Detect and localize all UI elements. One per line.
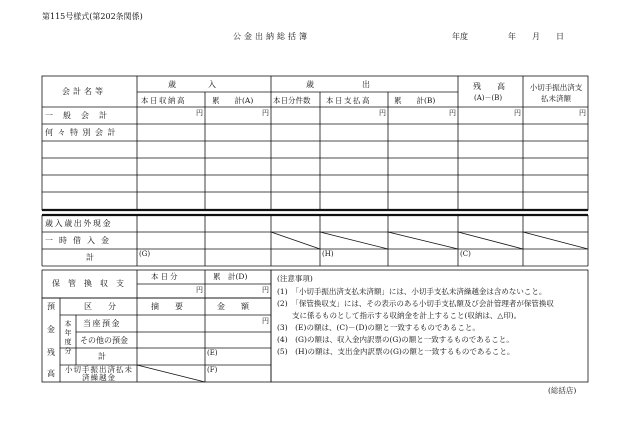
row-current-deposit: 当座預金: [83, 319, 121, 328]
mark-e: (E): [207, 349, 218, 357]
note-line: (1) 「小切手振出済支払未済額」には、小切手支払未済繰越金は含めないこと。: [277, 287, 547, 296]
row-other-deposit: その他の預金: [80, 336, 128, 345]
note-line: (2) 「保管換収支」には、その表示のある小切手支払額及び会計管理者が保管換収: [277, 299, 554, 308]
yen-mark: 円: [379, 109, 386, 117]
sub-today-receipts: 本日収納高: [141, 96, 186, 105]
sub-cumulative-a: 累 計(A): [212, 96, 254, 105]
row-general-account: [45, 112, 133, 120]
col-amount: 金 額: [217, 302, 249, 311]
footer-note: (総括店): [548, 386, 577, 395]
mark-c: (C): [460, 250, 471, 258]
yen-mark: 円: [196, 286, 203, 294]
col-account-header: 会計名等: [62, 87, 106, 96]
yen-mark: 円: [262, 109, 269, 117]
fiscal-year-label: 年度: [452, 32, 468, 41]
yen-mark: 円: [196, 109, 203, 117]
mark-h: (H): [322, 250, 334, 258]
deposit-side-char: 高: [47, 369, 55, 378]
sub-today-count: 本日分件数: [273, 96, 311, 105]
date-label: 年 月 日: [508, 32, 564, 41]
col-check-unpaid-header: 小切手振出済支払未済額: [529, 83, 583, 103]
col-revenue-header: 歳 入: [168, 80, 216, 89]
col-balance-header: 残 高: [473, 82, 505, 91]
yen-mark: 円: [262, 317, 269, 325]
row-label: 一般会計: [45, 111, 117, 120]
deposit-side-char: 預: [47, 302, 55, 311]
col-expenditure-header: 歳 出: [306, 80, 370, 89]
row-non-budget-cash: 歳入歳出外現金: [45, 219, 113, 228]
custody-today: 本日分: [151, 272, 180, 281]
yen-mark: 円: [514, 109, 521, 117]
col-balance-formula: (A)－(B): [474, 94, 503, 102]
yen-mark: 円: [449, 109, 456, 117]
form-number: 第115号様式(第202条関係): [42, 12, 143, 21]
mark-f: (F): [207, 366, 218, 374]
note-line: (3) (E)の額は、(C)－(D)の額と一致するものであること。: [277, 323, 480, 332]
row-special-account: 何々特別会計: [45, 128, 120, 137]
row-temporary-borrowing: 一時借入金: [45, 236, 115, 245]
col-summary: 摘 要: [151, 302, 183, 311]
note-line: (4) (G)の額は、収入金内訳票の(G)の額と一致するものであること。: [277, 335, 514, 344]
row-total: 計: [86, 253, 94, 262]
sub-cumulative-b: 累 計(B): [394, 96, 436, 105]
custody-transfer-label: 保管換収支: [52, 279, 132, 288]
notes-title: (注意事項): [277, 274, 313, 283]
row-check-carryover: 小切手振出済払未済繰越金: [65, 365, 133, 382]
col-category: 区 分: [84, 302, 116, 311]
yen-mark: 円: [262, 286, 269, 294]
deposit-side-char: 金: [47, 325, 55, 334]
sub-today-payments: 本日支払高: [326, 96, 371, 105]
custody-cumulative-d: 累 計(D): [213, 272, 248, 281]
yen-mark: 円: [579, 109, 586, 117]
note-line: 支に係るものとして指示する収納金を計上すること(収納は、△印)。: [277, 311, 522, 320]
deposit-side-char: 残: [47, 348, 55, 357]
mark-g: (G): [139, 250, 151, 258]
current-year-label: 本年度分: [64, 320, 72, 355]
note-line: (5) (H)の額は、支出金内訳票の(G)の額と一致するものであること。: [277, 347, 515, 356]
row-deposit-total: 計: [98, 352, 106, 361]
form-title: 公金出納総括簿: [233, 32, 310, 41]
